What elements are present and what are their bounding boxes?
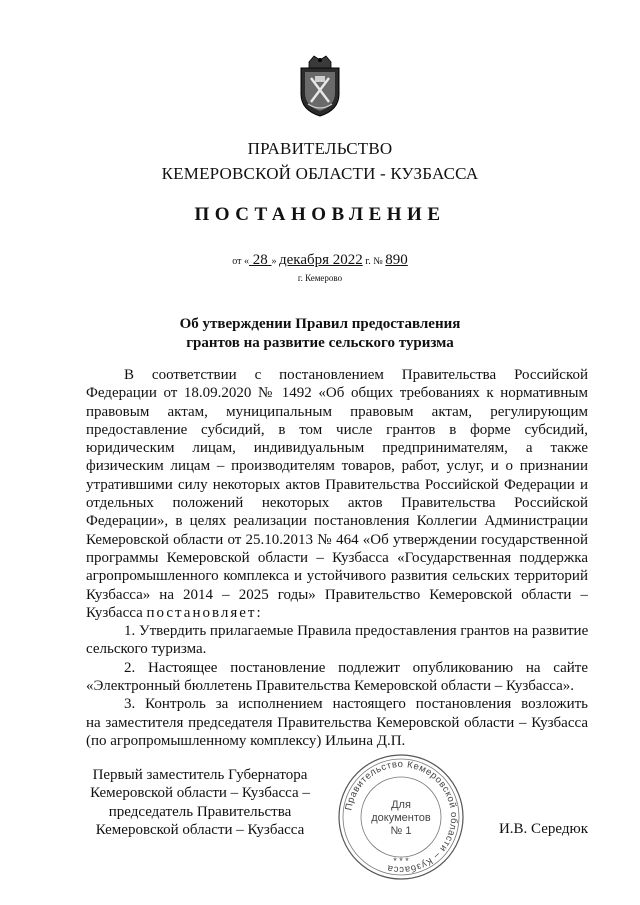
body-line: физическим лицам – производителям товаров, работ, услуг, и о признании [86, 458, 588, 475]
body-last-prefix: Кузбасса [86, 604, 147, 621]
body-line: отдельных положений некоторых актов Правительства Российской [86, 495, 588, 512]
body-line: Федерации», в целях реализации постановления Коллегии Администрации [86, 513, 588, 530]
document-type: ПОСТАНОВЛЕНИЕ [194, 204, 446, 225]
stamp-center-line2: документов [371, 812, 431, 824]
item-3-line1: 3. Контроль за исполнением настоящего постановления возложить [124, 696, 588, 713]
body-line: Федерации от 18.09.2020 № 1492 «Об общих требованиях к нормативным [86, 385, 588, 402]
body-line: Кузбасса» на 2014 – 2025 годы» Правительство Кемеровской области – [86, 586, 588, 603]
item-3-line2: на заместителя председателя Правительства Кемеровской области – Кузбасса [86, 714, 588, 731]
item-3-line3: (по агропромышленному комплексу) Ильина Д.П. [86, 732, 406, 749]
date-line [0, 252, 640, 269]
signatory-position-line: Кемеровской области – Кузбасса – [90, 785, 310, 802]
body-line: юридическим лицам, индивидуальным предпринимателям, а также [86, 440, 588, 457]
item-2-line1: 2. Настоящее постановление подлежит опубликованию на сайте [124, 659, 588, 676]
document-number: 890 [385, 252, 408, 268]
signatory-position [80, 766, 320, 839]
org-name-line1: ПРАВИТЕЛЬСТВО [247, 139, 393, 158]
item-1-line2: сельского туризма. [86, 641, 207, 658]
signatory-position-line: Кемеровской области – Кузбасса [95, 821, 305, 838]
item-1-line1: 1. Утвердить прилагаемые Правила предоставления грантов на развитие [124, 623, 588, 640]
body-line: Кемеровской области от 25.10.2013 № 464 «Об утверждении государственной [86, 531, 588, 548]
document-title-line1: Об утверждении Правил предоставления [179, 316, 461, 332]
stamp-stars: * * * [393, 856, 409, 866]
date-year-suffix: г. № [362, 256, 386, 267]
date-day: 28 [248, 252, 272, 268]
date-mid: » [271, 256, 279, 267]
stamp-center-line1: Для [391, 799, 411, 811]
signatory-name: И.В. Середюк [498, 821, 588, 837]
document-title-line2: грантов на развитие сельского туризма [186, 335, 454, 351]
body-line: программы Кемеровской области – Кузбасса «Государственная поддержка [86, 549, 588, 566]
stamp-center-line3: № 1 [390, 825, 412, 837]
item-2-line2: «Электронный бюллетень Правительства Кемеровской области – Кузбасса». [86, 678, 574, 695]
body-decree-word: постановляет: [146, 604, 263, 621]
body-line: утратившими силу некоторых актов Правительства Российской Федерации и [86, 476, 588, 493]
body-line: В соответствии с постановлением Правительства Российской [124, 367, 588, 383]
date-prefix: от « [232, 256, 249, 267]
body-line: агропромышленного комплекса и устойчивого развития сельских территорий [86, 568, 588, 585]
date-month-year: декабря 2022 [278, 252, 363, 268]
document-body [86, 366, 588, 750]
body-line: правовым актам, муниципальным правовым актам, регулирующим [86, 403, 588, 420]
coat-of-arms-icon [297, 54, 343, 118]
stamp-ring-text: Правительство Кемеровской области – Кузбасса [343, 758, 460, 876]
org-name-line2: КЕМЕРОВСКОЙ ОБЛАСТИ - КУЗБАССА [161, 164, 479, 183]
official-stamp [336, 752, 466, 882]
city: г. Кемерово [297, 273, 343, 283]
body-line [86, 604, 588, 622]
signatory-position-line: председатель Правительства [108, 803, 292, 820]
signatory-position-line: Первый заместитель Губернатора [92, 767, 308, 783]
body-line: предоставление субсидий, в том числе грантов в форме субсидий, [86, 421, 588, 438]
